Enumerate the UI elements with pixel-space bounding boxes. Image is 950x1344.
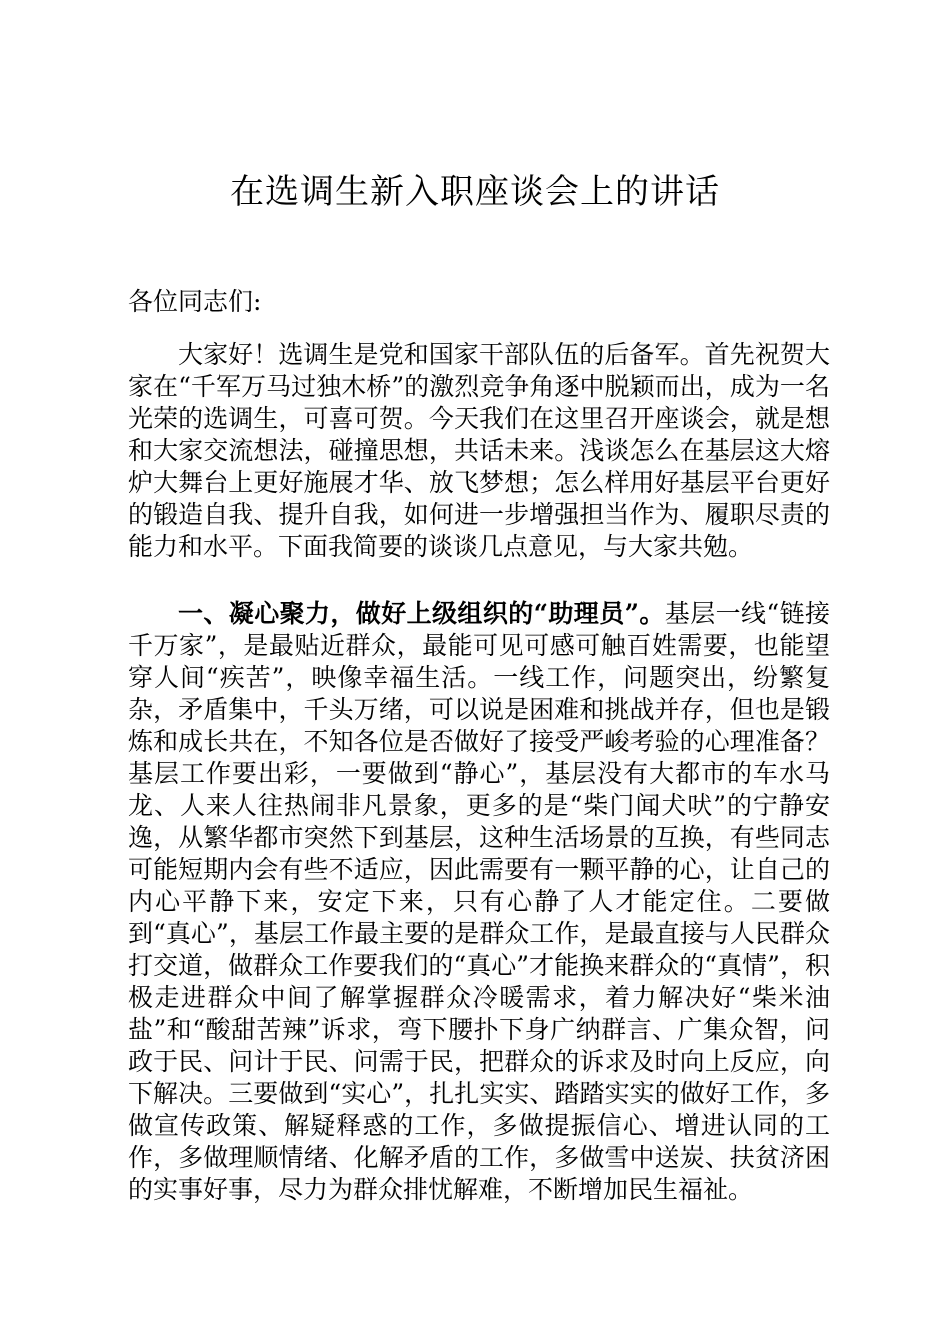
section-1-body: 基层一线“链接千万家”，是最贴近群众，最能可见可感可触百姓需要，也能望穿人间“疾苦”，映像幸福生活。一线工作，问题突出，纷繁复杂，矛盾集中，千头万绪，可以说是困难和挑战并存，但也是锻炼和成长共在，不知各位是否做好了接受严峻考验的心理准备？基层工作要出彩，一要做到“静心”，基层没有大都市的车水马龙、人来人往热闹非凡景象，更多的是“柴门闻犬吠”的宁静安逸，从繁华都市突然下到基层，这种生活场景的互换，有些同志可能短期内会有些不适应，因此需要有一颗平静的心，让自己的内心平静下来，安定下来，只有心静了人才能定住。二要做到“真心”，基层工作最主要的是群众工作，是最直接与人民群众打交道，做群众工作要我们的“真心”才能换来群众的“真情”，积极走进群众中间了解掌握群众冷暖需求，着力解决好“柴米油盐”和“酸甜苦辣”诉求，弯下腰扑下身广纳群言、广集众智，问政于民、问计于民、问需于民，把群众的诉求及时向上反应，向下解决。三要做到“实心”，扎扎实实、踏踏实实的做好工作，多做宣传政策、解疑释惑的工作，多做提振信心、增进认同的工作，多做理顺情绪、化解矛盾的工作，多做雪中送炭、扶贫济困的实事好事，尽力为群众排忧解难，不断增加民生福祉。: [128, 599, 830, 1204]
intro-paragraph: 大家好！选调生是党和国家干部队伍的后备军。首先祝贺大家在“千军万马过独木桥”的激烈竞争角逐中脱颖而出，成为一名光荣的选调生，可喜可贺。今天我们在这里召开座谈会，就是想和大家交流想法，碰撞思想，共话未来。浅谈怎么在基层这大熔炉大舞台上更好施展才华、放飞梦想；怎么样用好基层平台更好的锻造自我、提升自我，如何进一步增强担当作为、履职尽责的能力和水平。下面我简要的谈谈几点意见，与大家共勉。: [128, 340, 830, 561]
document-title: 在选调生新入职座谈会上的讲话: [230, 172, 720, 212]
salutation: 各位同志们:: [128, 287, 262, 316]
section-1-heading: 一、凝心聚力，做好上级组织的“助理员”。: [178, 599, 665, 628]
section-1-paragraph: [128, 598, 830, 1206]
